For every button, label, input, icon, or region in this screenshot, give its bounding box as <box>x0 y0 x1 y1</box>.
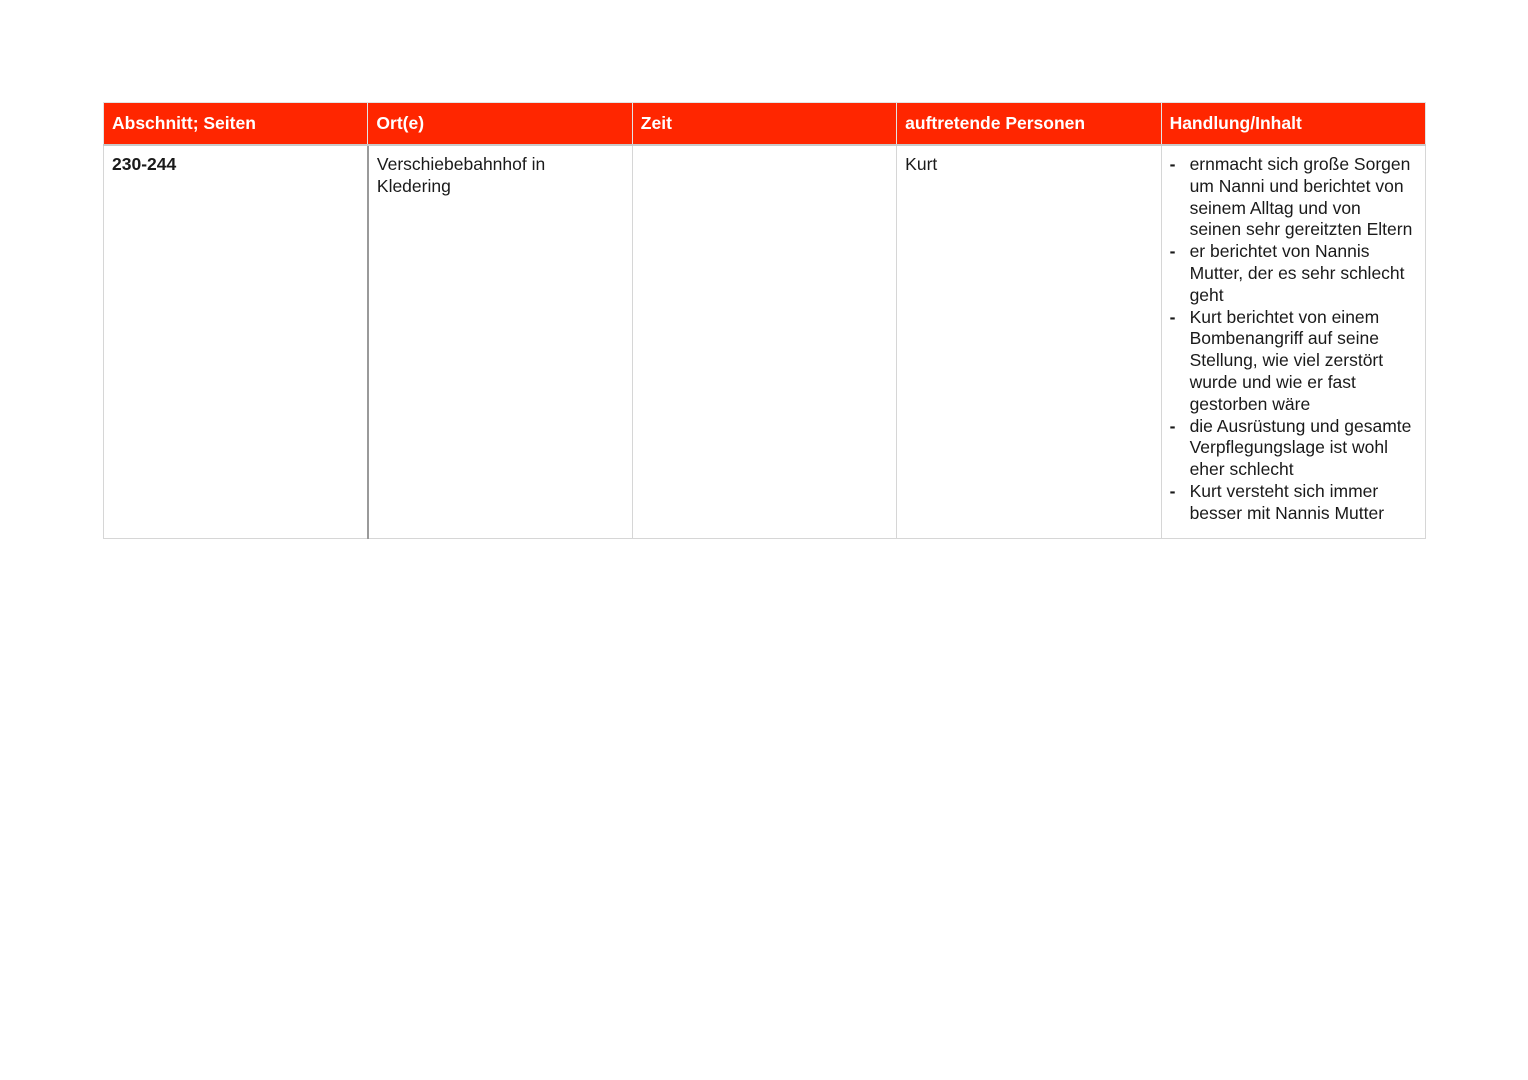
summary-table <box>103 102 1426 539</box>
list-item-text: Kurt versteht sich immer besser mit Nannis Mutter <box>1189 480 1385 523</box>
list-item <box>1170 416 1417 481</box>
content-list <box>1170 154 1417 525</box>
cell-time <box>632 145 896 538</box>
bullet-dash: - <box>1169 415 1176 436</box>
list-item-text: er berichtet von Nannis Mutter, der es sehr schlecht geht <box>1189 241 1405 305</box>
list-item <box>1170 241 1417 306</box>
list-item-text: ernmacht sich große Sorgen um Nanni und berichtet von seinem Alltag und von seinen sehr gereitzten Eltern <box>1189 154 1413 240</box>
list-item-text: die Ausrüstung und gesamte Verpflegungslage ist wohl eher schlecht <box>1189 415 1412 480</box>
cell-section: 230-244 <box>104 145 368 538</box>
header-section: Abschnitt; Seiten <box>104 103 368 146</box>
document-page <box>103 102 1425 539</box>
cell-content <box>1161 145 1425 538</box>
list-item <box>1170 307 1417 416</box>
bullet-dash: - <box>1169 154 1176 174</box>
header-time: Zeit <box>632 103 896 146</box>
table-row <box>104 145 1426 538</box>
bullet-dash: - <box>1169 241 1176 262</box>
list-item-text: Kurt berichtet von einem Bombenangriff auf seine Stellung, wie viel zerstört wurde und wie er fast gestorben wäre <box>1189 306 1384 414</box>
bullet-dash: - <box>1169 306 1176 327</box>
header-persons: auftretende Personen <box>897 103 1161 146</box>
list-item <box>1170 154 1417 241</box>
list-item <box>1170 481 1417 525</box>
cell-persons: Kurt <box>897 145 1161 538</box>
bullet-dash: - <box>1169 480 1176 501</box>
header-content: Handlung/Inhalt <box>1161 103 1425 146</box>
cell-place: Verschiebebahnhof in Kledering <box>368 145 632 538</box>
table-header-row <box>104 103 1426 146</box>
header-place: Ort(e) <box>368 103 632 146</box>
